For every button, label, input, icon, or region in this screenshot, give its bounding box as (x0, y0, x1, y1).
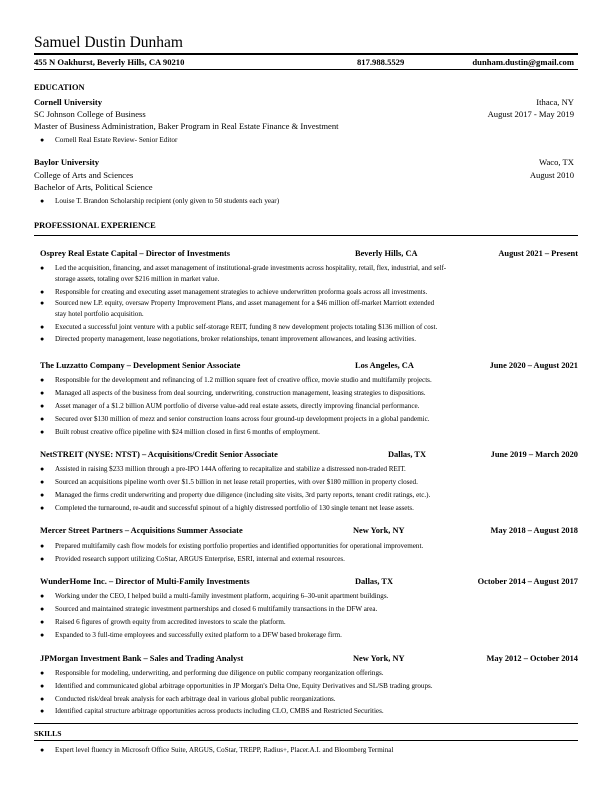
list-item (40, 668, 576, 679)
list-item-text: Executed a successful joint venture with a public self-storage REIT, funding 8 new development projects totaling $136 million of cost. (55, 323, 438, 331)
bullet-icon: ● (40, 695, 45, 703)
bullet-icon: ● (40, 197, 45, 205)
header-rule (34, 53, 578, 55)
school-location: Ithaca, NY (536, 97, 574, 107)
list-item (40, 464, 576, 475)
job-location: Dallas, TX (355, 577, 394, 586)
school-dates: August 2017 - May 2019 (487, 109, 574, 119)
job-header (40, 577, 578, 588)
job-header (40, 249, 578, 260)
list-item (40, 196, 576, 207)
job-title: JPMorgan Investment Bank – Sales and Trading Analyst (40, 654, 244, 663)
bullet-icon: ● (40, 415, 45, 423)
list-item (40, 135, 576, 146)
list-item (40, 298, 576, 309)
bullet-icon: ● (40, 746, 45, 754)
list-item-text: Sourced new LP. equity, oversaw Property Improvement Plans, and asset management for a $46 million off-market Marriott extended (55, 299, 435, 307)
bullet-icon: ● (40, 555, 45, 563)
list-item-text: storage assets, totaling over $216 million in market value. (55, 275, 220, 283)
experience-rule (34, 235, 578, 236)
bullet-icon: ● (40, 682, 45, 690)
job-dates: June 2020 – August 2021 (489, 361, 578, 370)
job-title: The Luzzatto Company – Development Senior Associate (40, 361, 241, 370)
bullet-icon: ● (40, 542, 45, 550)
job-dates: August 2021 – Present (498, 249, 578, 258)
job-dates: May 2012 – October 2014 (486, 654, 578, 663)
list-item (40, 490, 576, 501)
list-item-text: Completed the turnaround, re-audit and successful spinout of a highly distressed portfolio of 130 single tenant net lease assets. (55, 504, 414, 512)
list-item (40, 401, 576, 412)
list-item-text: Prepared multifamily cash flow models for existing portfolio properties and identified opportunities for operational improvement. (55, 542, 424, 550)
list-item (40, 477, 576, 488)
bullet-icon: ● (40, 631, 45, 639)
job-header (40, 361, 578, 372)
job-title: NetSTREIT (NYSE: NTST) – Acquisitions/Credit Senior Associate (40, 450, 278, 459)
list-item-text: Identified capital structure arbitrage opportunities across products including CLO, CMBS and Restricted Securities. (55, 707, 384, 715)
list-item (40, 706, 576, 717)
bullet-icon: ● (40, 376, 45, 384)
bullet-icon: ● (40, 707, 45, 715)
list-item (40, 375, 576, 386)
list-item (40, 427, 576, 438)
bullet-icon: ● (40, 491, 45, 499)
skills-top-rule (34, 723, 578, 724)
job-location: New York, NY (353, 654, 405, 663)
bullet-icon: ● (40, 504, 45, 512)
list-item (40, 263, 576, 274)
list-item-text: Led the acquisition, financing, and asset management of institutional-grade investments across hospitality, retail, flex, industrial, and self- (55, 264, 447, 272)
list-item (40, 604, 576, 615)
job-header (40, 526, 578, 537)
skills-rule (34, 740, 578, 741)
bullet-icon: ● (40, 323, 45, 331)
candidate-name: Samuel Dustin Dunham (34, 34, 183, 51)
list-item-text: stay hotel portfolio acquisition. (55, 310, 144, 318)
skills-heading: SKILLS (34, 729, 62, 738)
school-degree: Bachelor of Arts, Political Science (34, 182, 153, 192)
contact-address: 455 N Oakhurst, Beverly Hills, CA 90210 (34, 57, 185, 67)
job-dates: October 2014 – August 2017 (477, 577, 578, 586)
list-item-text: Sourced an acquisitions pipeline worth over $1.5 billion in net lease retail properties, with over $180 million in property closed. (55, 478, 418, 486)
bullet-icon: ● (40, 592, 45, 600)
contact-rule (34, 69, 578, 70)
list-item-text: Managed the firms credit underwriting and property due diligence (including site visits, 3rd party reports, tenant credit ratings, etc.). (55, 491, 431, 499)
school-name: Cornell University (34, 97, 103, 107)
job-title: WunderHome Inc. – Director of Multi-Family Investments (40, 577, 250, 586)
list-item-text: Expanded to 3 full-time employees and successfully exited platform to a DFW based brokerage firm. (55, 631, 342, 639)
school-college: SC Johnson College of Business (34, 109, 146, 119)
school-college: College of Arts and Sciences (34, 170, 134, 180)
list-item (40, 630, 576, 641)
list-item (40, 287, 576, 298)
school-location: Waco, TX (539, 157, 574, 167)
contact-phone: 817.988.5529 (357, 57, 405, 67)
job-dates: May 2018 – August 2018 (490, 526, 578, 535)
job-location: Dallas, TX (388, 450, 427, 459)
list-item-text: Expert level fluency in Microsoft Office Suite, ARGUS, CoStar, TREPP, Radius+, Placer.A.I. and Bloomberg Terminal (55, 746, 394, 754)
list-item-text: Built robust creative office pipeline with $24 million closed in first 6 months of employment. (55, 428, 320, 436)
bullet-icon: ● (40, 389, 45, 397)
list-item-text: Asset manager of a $1.2 billion AUM portfolio of diverse value-add real estate assets, directly improving financial performance. (55, 402, 420, 410)
list-item-text: Identified and communicated global arbitrage opportunities in JP Morgan's Delta One, Equity Derivatives and SL/SB trading groups. (55, 682, 433, 690)
list-item-text: Working under the CEO, I helped build a multi-family investment platform, acquiring 6–30-unit apartment buildings. (55, 592, 389, 600)
school-name: Baylor University (34, 157, 100, 167)
list-item (40, 591, 576, 602)
list-item (40, 414, 576, 425)
list-item-text: Sourced and maintained strategic investment partnerships and closed 6 multifamily transactions in the DFW area. (55, 605, 378, 613)
list-item-text: Secured over $130 million of mezz and senior construction loans across four ground-up development projects in a global pandemic. (55, 415, 430, 423)
job-title: Osprey Real Estate Capital – Director of Investments (40, 249, 231, 258)
bullet-icon: ● (40, 605, 45, 613)
bullet-icon: ● (40, 335, 45, 343)
list-item (40, 388, 576, 399)
list-item-text: Raised 6 figures of growth equity from accredited investors to scale the platform. (55, 618, 286, 626)
list-item-text: Assisted in raising $233 million through a pre-IPO 144A offering to recapitalize and stabilize a distressed non-traded REIT. (55, 465, 406, 473)
list-item (40, 681, 576, 692)
job-header (40, 654, 578, 665)
job-header (40, 450, 578, 461)
experience-heading: PROFESSIONAL EXPERIENCE (34, 221, 156, 230)
job-location: New York, NY (353, 526, 405, 535)
list-item-text: Louise T. Brandon Scholarship recipient (only given to 50 students each year) (55, 197, 280, 205)
list-item-text: Managed all aspects of the business from deal sourcing, underwriting, construction management, leasing strategies to dispositions. (55, 389, 426, 397)
bullet-icon: ● (40, 618, 45, 626)
list-item (40, 322, 576, 333)
school-dates: August 2010 (529, 170, 574, 180)
bullet-icon: ● (40, 428, 45, 436)
list-item-text: Responsible for creating and executing asset management strategies to achieve underwritten proforma goals across all investments. (55, 288, 428, 296)
bullet-icon: ● (40, 136, 45, 144)
list-item (40, 334, 576, 345)
list-item (40, 503, 576, 514)
list-item-continuation (40, 309, 576, 320)
bullet-icon: ● (40, 288, 45, 296)
job-dates: June 2019 – March 2020 (490, 450, 578, 459)
list-item-text: Conducted risk/deal break analysis for each arbitrage deal in various global public reorganizations. (55, 695, 336, 703)
list-item-text: Cornell Real Estate Review- Senior Editor (55, 136, 178, 144)
list-item-text: Responsible for modeling, underwriting, and performing due diligence on public company reorganization offerings. (55, 669, 384, 677)
list-item (40, 554, 576, 565)
list-item-text: Provided research support utilizing CoStar, ARGUS Enterprise, ESRI, internal and external resources. (55, 555, 345, 563)
list-item-text: Directed property management, lease negotiations, broker relationships, tenant improvement allowances, and leasing activities. (55, 335, 417, 343)
job-location: Los Angeles, CA (355, 361, 414, 370)
bullet-icon: ● (40, 478, 45, 486)
school-degree: Master of Business Administration, Baker Program in Real Estate Finance & Investment (34, 121, 339, 131)
contact-email[interactable]: dunham.dustin@gmail.com (472, 57, 574, 67)
bullet-icon: ● (40, 669, 45, 677)
job-location: Beverly Hills, CA (355, 249, 418, 258)
bullet-icon: ● (40, 264, 45, 272)
list-item-text: Responsible for the development and refinancing of 1.2 million square feet of creative office, movie studio and multifamily projects. (55, 376, 432, 384)
job-title: Mercer Street Partners – Acquisitions Summer Associate (40, 526, 243, 535)
list-item-continuation (40, 274, 576, 285)
bullet-icon: ● (40, 299, 45, 307)
list-item (40, 541, 576, 552)
bullet-icon: ● (40, 402, 45, 410)
education-heading: EDUCATION (34, 83, 85, 92)
list-item (40, 617, 576, 628)
list-item (40, 694, 576, 705)
list-item (40, 745, 576, 756)
bullet-icon: ● (40, 465, 45, 473)
